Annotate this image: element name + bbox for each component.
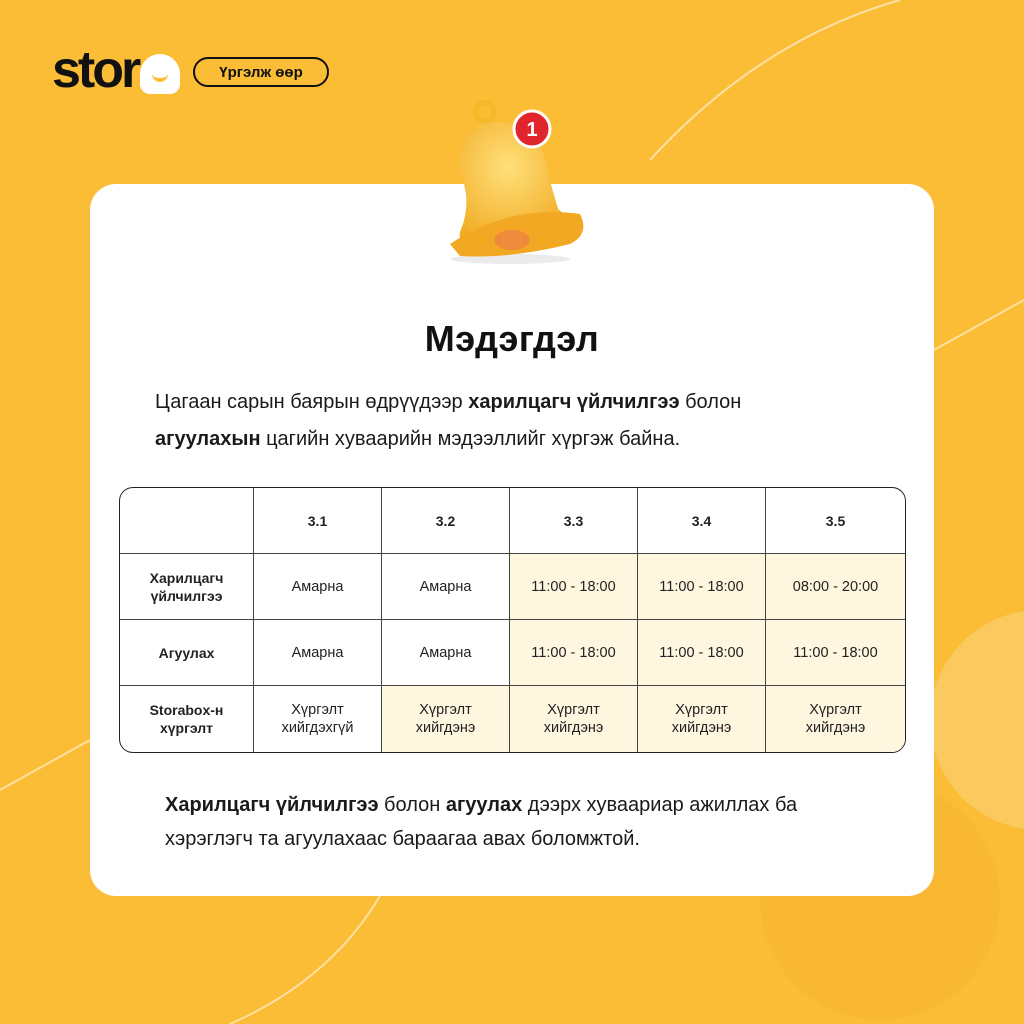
- table-cell: 11:00 - 18:00: [510, 620, 638, 685]
- table-cell: Хүргэлт хийгдэнэ: [766, 686, 905, 752]
- slogan-pill: Үргэлж өөр: [193, 57, 329, 87]
- header-cell: 3.3: [510, 488, 638, 553]
- page-title: Мэдэгдэл: [424, 318, 600, 359]
- row-label: Харилцагч үйлчилгээ: [120, 554, 254, 619]
- table-cell: 08:00 - 20:00: [766, 554, 905, 619]
- table-cell: Хүргэлт хийгдэнэ: [510, 686, 638, 752]
- schedule-table: [119, 487, 906, 753]
- header-cell: 3.4: [638, 488, 766, 553]
- header-cell: 3.2: [382, 488, 510, 553]
- outro-text: Харилцагч үйлчилгээ болон агуулах дээрх хуваариар ажиллах ба хэрэглэгч та агуулахаас бараагаа авах боломжтой.: [165, 794, 798, 850]
- table-cell: Хүргэлт хийгдэнэ: [382, 686, 510, 752]
- stora-logo[interactable]: [52, 41, 180, 99]
- table-cell: Амарна: [382, 554, 510, 619]
- table-row: [120, 620, 905, 686]
- table-cell: 11:00 - 18:00: [638, 620, 766, 685]
- bell-icon: [430, 94, 590, 264]
- table-cell: Амарна: [254, 620, 382, 685]
- table-cell: 11:00 - 18:00: [766, 620, 905, 685]
- header-cell: 3.5: [825, 512, 846, 529]
- table-cell: 11:00 - 18:00: [638, 554, 766, 619]
- intro-text: Цагаан сарын баярын өдрүүдээр харилцагч үйлчилгээ болон агуулахын цагийн хуваарийн мэдээллийг хүргэж байна.: [155, 391, 742, 450]
- row-label: Агуулах: [120, 620, 254, 685]
- logo-text: stor: [52, 41, 139, 99]
- badge-count: 1: [526, 119, 538, 141]
- table-row: [120, 686, 905, 752]
- logo-smile-mark: [140, 54, 180, 94]
- table-cell: Амарна: [254, 554, 382, 619]
- table-cell: Хүргэлт хийгдэнэ: [638, 686, 766, 752]
- row-label: Storabox-н хүргэлт: [120, 686, 254, 752]
- table-row: [120, 554, 905, 620]
- table-cell: 11:00 - 18:00: [510, 554, 638, 619]
- header-cell: [120, 488, 254, 553]
- header-cell: 3.1: [254, 488, 382, 553]
- notification-badge: [514, 111, 550, 147]
- table-cell: Хүргэлт хийгдэхгүй: [254, 686, 382, 752]
- table-cell: Амарна: [382, 620, 510, 685]
- table-header-row: [120, 488, 905, 554]
